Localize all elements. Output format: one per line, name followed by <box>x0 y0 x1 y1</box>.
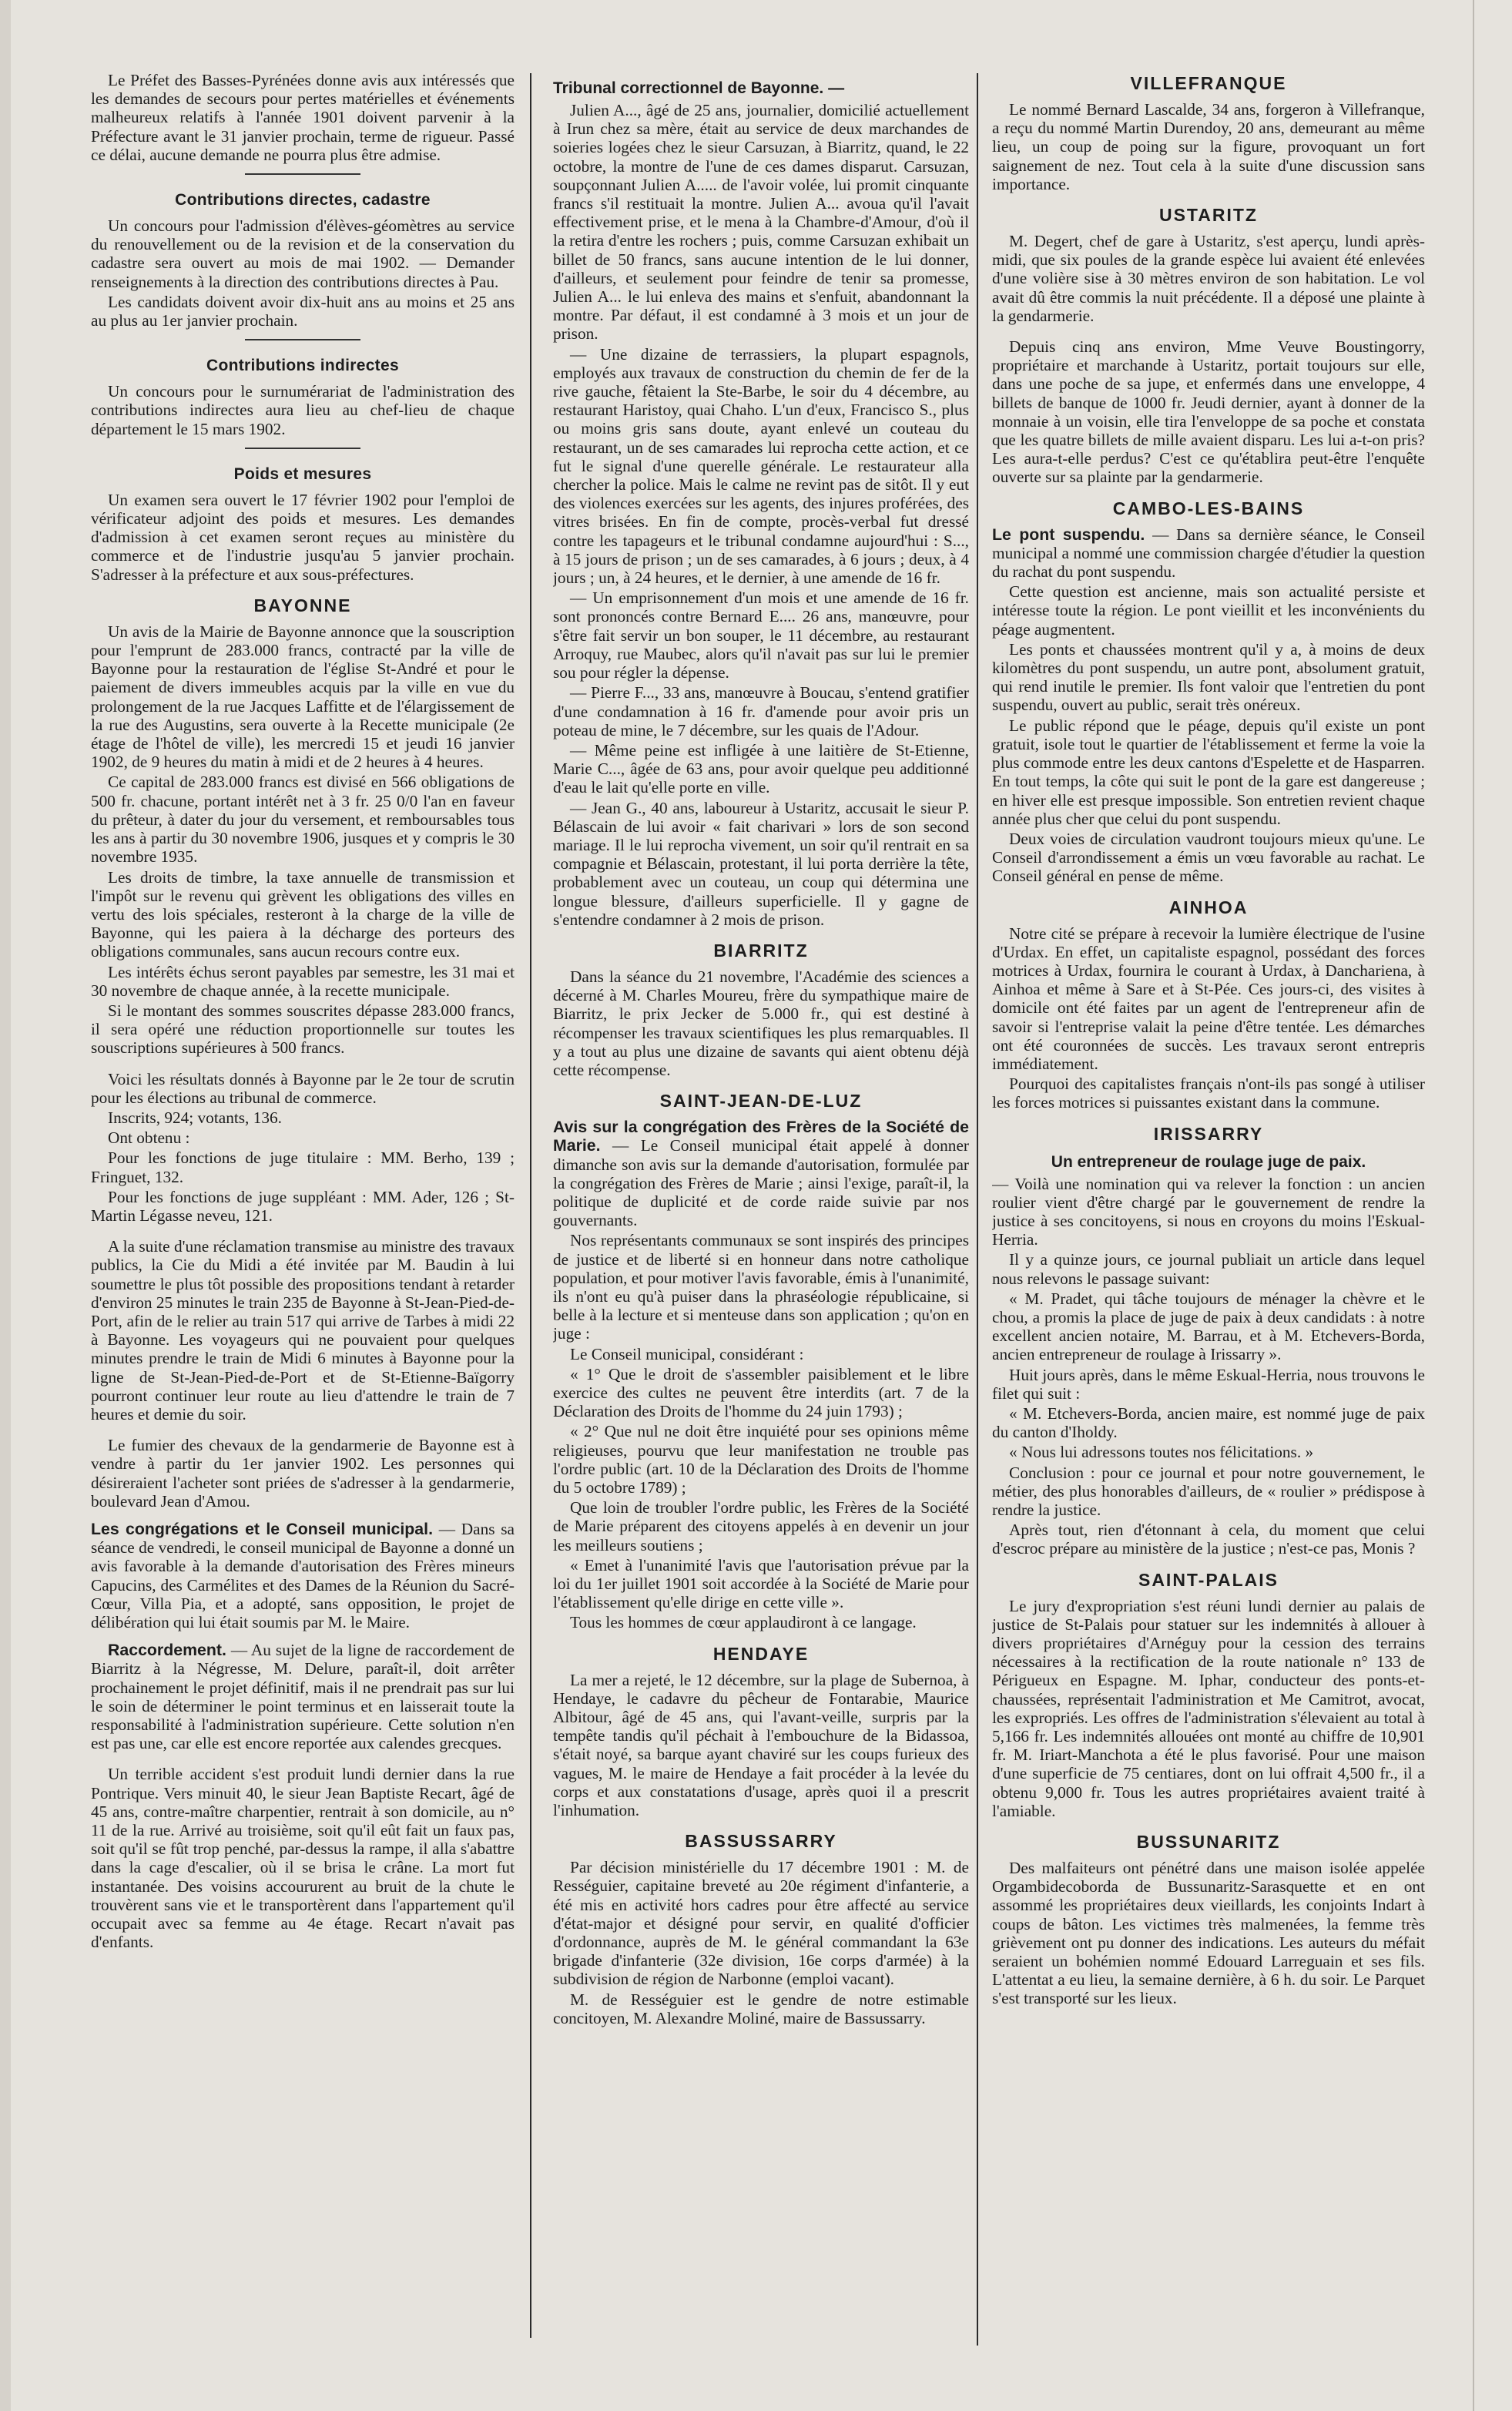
paragraph: Huit jours après, dans le même Eskual-Herria, nous trouvons le filet qui suit : <box>992 1365 1425 1403</box>
separator <box>245 339 360 340</box>
heading-entrepreneur: Un entrepreneur de roulage juge de paix. <box>1051 1152 1366 1171</box>
paragraph: A la suite d'une réclamation transmise au ministre des travaux publics, la Cie du Midi a été invitée par M. Baudin à lui soumettre le plus tôt possible des propositions tendant à retarder d'environ 25 minutes le train 235 de Bayonne à St-Jean-Pied-de-Port, afin de le relier au train 517 qui arrive de Tarbes à midi 22 à Bayonne. Les voyageurs qui ne pouvaient pour quelques minutes prendre le train de Midi 6 minutes à Bayonne pour la ligne de St-Jean-Pied-de-Port et de St-Etienne-Baïgorry pourront continuer leur route au lieu d'attendre le train de 7 heures et demie du soir. <box>91 1237 515 1423</box>
article-raccordement <box>91 1641 515 1752</box>
paragraph: Cette question est ancienne, mais son actualité persiste et intéresse toute la région. Le pont vieillit et les inconvénients du péage augmentent. <box>992 582 1425 639</box>
paragraph: — Pierre F..., 33 ans, manœuvre à Boucau, s'entend gratifier d'une condamnation à 16 fr. d'amende pour avoir pris un poteau de mine, le 7 décembre, sur les quais de l'Adour. <box>553 683 969 739</box>
paragraph: Les droits de timbre, la taxe annuelle de transmission et l'impôt sur le revenu qui grèvent les obligations des villes en vertu des lois spéciales, resteront à la charge de la ville de Bayonne, qui les paiera à la décharge des porteurs des obligations communales, sans aucun recours contre eux. <box>91 867 515 961</box>
heading-bayonne: BAYONNE <box>253 595 352 615</box>
heading-irissarry: IRISSARRY <box>1153 1123 1264 1144</box>
paragraph: Ce capital de 283.000 francs est divisé en 566 obligations de 500 fr. chacune, portant intérêt net à 3 fr. 25 0/0 l'an en faveur du prêteur, à dater du jour du versement, et remboursables tous les ans à partir du 30 novembre 1906, jusques et y compris le 30 novembre 1935. <box>91 773 515 867</box>
heading-cadastre: Contributions directes, cadastre <box>175 191 431 210</box>
paragraph: Un examen sera ouvert le 17 février 1902 pour l'emploi de vérificateur adjoint des poids et mesures. Les demandes d'admission à cet examen seront reçues au ministère du commerce et de l'industrie jusqu'au 5 janvier prochain. S'adresser à la préfecture et aux sous-préfectures. <box>91 490 515 584</box>
article-freres-marie <box>553 1118 969 1229</box>
heading-ustaritz: USTARITZ <box>1158 205 1258 226</box>
paragraph: — Un emprisonnement d'un mois et une amende de 16 fr. sont prononcés contre Bernard E.... 26 ans, manœuvre, pour s'être fait servir un bon souper, le 11 décembre, au restaurant Arroquy, rue Maubec, alors qu'il n'avait pas sur lui le premier sou pour régler la dépense. <box>553 588 969 682</box>
paragraph: Dans la séance du 21 novembre, l'Académie des sciences a décerné à M. Charles Moureu, frère du sympathique maire de Biarritz, le prix Jecker de 5.000 fr., qui est destiné à récompenser les travaux scientifiques les plus remarquables. Il y a tout au plus une dizaine de savants qui aient obtenu déjà cette récompense. <box>553 967 969 1079</box>
paragraph: M. de Rességuier est le gendre de notre estimable concitoyen, M. Alexandre Moliné, maire de Bassussarry. <box>553 1990 969 2027</box>
page-edge <box>0 0 11 2411</box>
paragraph: « Nous lui adressons toutes nos félicitations. » <box>1009 1443 1314 1462</box>
paragraph: « M. Pradet, qui tâche toujours de ménager la chèvre et le chou, a promis la place de juge de paix à deux candidats : à notre excellent ancien notaire, M. Barrau, et à M. Etchevers-Borda, ancien entrepreneur de roulage à Irissarry ». <box>992 1289 1425 1364</box>
paragraph: Un terrible accident s'est produit lundi dernier dans la rue Pontrique. Vers minuit 40, le sieur Jean Baptiste Recart, âgé de 45 ans, contre-maître charpentier, rentrait à son domicile, au n° 11 de la rue. Arrivé au troisième, soit qu'il eût fait un faux pas, soit qu'il se fût trop penché, par-dessus la rampe, il alla s'abattre dans la cage d'escalier, où il se brisa le crâne. La mort fut instantanée. Des voisins accoururent au bruit de la chute le trouvèrent sans vie et le transportèrent dans l'appartement qu'il occupait avec sa femme au 4e étage. Recart n'avait pas d'enfants. <box>91 1765 515 1952</box>
paragraph: Les intérêts échus seront payables par semestre, les 31 mai et 30 novembre de chaque année, à la recette municipale. <box>91 962 515 1000</box>
paragraph: Ont obtenu : <box>108 1128 190 1148</box>
paragraph: Un avis de la Mairie de Bayonne annonce que la souscription pour l'emprunt de 283.000 francs, contracté par la ville de Bayonne pour la restauration de l'église St-André et pour le paiement de divers immeubles acquis par la ville en vue du prolongement de la rue Jacques Laffitte et de l'élargissement de la rue des Augustins, sera ouverte à la Recette municipale (2e étage de l'hôtel de ville), les mercredi 15 et jeudi 16 janvier 1902, de 9 heures du matin à midi et de 2 heures à 4 heures. <box>91 622 515 772</box>
heading-tribunal: Tribunal correctionnel de Bayonne. — <box>553 79 845 97</box>
paragraph: Le fumier des chevaux de la gendarmerie de Bayonne est à vendre à partir du 1er janvier 1902. Les personnes qui désireraient l'acheter sont priées de s'adresser à la gendarmerie, boulevard Jean d'Amou. <box>91 1436 515 1511</box>
paragraph: Pourquoi des capitalistes français n'ont-ils pas songé à utiliser les forces motrices si puissantes existant dans la commune. <box>992 1075 1425 1112</box>
paragraph: Les ponts et chaussées montrent qu'il y a, à moins de deux kilomètres du pont suspendu, un autre pont, absolument gratuit, qui rend inutile le premier. Ils font valoir que l'entretien du pont suspendu, ouvert au public, serait très onéreux. <box>992 639 1425 715</box>
paragraph: Le jury d'expropriation s'est réuni lundi dernier au palais de justice de St-Palais pour statuer sur les indemnités à allouer à divers propriétaires d'Arnéguy pour la cession des terrains nécessaires à la rectification de la route nationale n° 133 de Périgueux en Espagne. M. Iphar, conducteur des ponts-et-chaussées, représentait l'administration et Me Camitrot, avocat, les expropriés. Les offres de l'administration s'élevaient au total à 5,166 fr. Les indemnités allouées ont monté au chiffre de 10,901 fr. M. Iriart-Manchota a été le plus favorisé. Pour une maison d'une superficie de 75 centiares, dont on lui offrait 4,500 fr., il a obtenu 9,000 fr. Tous les autres propriétaires avaient traité à l'amiable. <box>992 1596 1425 1820</box>
paragraph: Après tout, rien d'étonnant à cela, du moment que celui d'escroc prépare au ministère de la justice ; n'est-ce pas, Monis ? <box>992 1521 1425 1558</box>
heading-hendaye: HENDAYE <box>712 1643 810 1664</box>
paragraph: Il y a quinze jours, ce journal publiait un article dans lequel nous relevons le passage suivant: <box>992 1250 1425 1288</box>
separator <box>245 173 360 175</box>
paragraph: Tous les hommes de cœur applaudiront à ce langage. <box>570 1613 917 1632</box>
paragraph: Notre cité se prépare à recevoir la lumière électrique de l'usine d'Urdax. En effet, un capitaliste espagnol, possédant des forces motrices à Urdax, fournira le courant à Urdax, à Danchariena, à Ainhoa et même à Sare et à St-Pée. Ces jours-ci, des visites à domicile ont été faites par un agent de l'entrepreneur afin de savoir si l'entreprise valait la peine d'être tentée. Les démarches ont été couronnées de succès. Les travaux seront entrepris immédiatement. <box>992 924 1425 1073</box>
fold-line <box>1473 0 1474 2411</box>
article-congregations <box>91 1520 515 1631</box>
paragraph: Les candidats doivent avoir dix-huit ans au moins et 25 ans au plus au 1er janvier prochain. <box>91 292 515 330</box>
paragraph: Si le montant des sommes souscrites dépasse 283.000 francs, il sera opéré une réduction proportionnelle sur toutes les souscriptions supérieures à 500 francs. <box>91 1001 515 1058</box>
column-2 <box>553 71 969 2374</box>
paragraph: Que loin de troubler l'ordre public, les Frères de la Société de Marie préparent des citoyens appelés à en devenir un jour les meilleurs soutiens ; <box>553 1498 969 1554</box>
paragraph: Depuis cinq ans environ, Mme Veuve Boustingorry, propriétaire et marchande à Ustaritz, portait toujours sur elle, dans une poche de sa jupe, et enfermés dans une enveloppe, 4 billets de banque de 1000 fr. Jeudi dernier, ayant à donner de la monnaie à un voisin, elle tira l'enveloppe de sa poche et constata que les quatre billets de mille avaient disparu. Les lui a-t-on pris? Les aura-t-elle perdus? C'est ce qu'établira peut-être l'enquête ouverte sur sa plainte par la gendarmerie. <box>992 337 1425 487</box>
heading-saint-palais: SAINT-PALAIS <box>1138 1569 1279 1590</box>
paragraph: — Une dizaine de terrassiers, la plupart espagnols, employés aux travaux de construction du chemin de fer de la rive gauche, fêtaient la Ste-Barbe, le soir du 4 décembre, au restaurant Haristoy, quai Chaho. L'un d'eux, Francisco S., plus ou moins gris sans doute, ayant enlevé un couteau du restaurant, un de ses camarades lui reprocha cette action, et ce fut le signal d'une querelle générale. Le restaurateur alla chercher la police. Mais le calme ne revint pas de sitôt. Il y eut des violences exercées sur les agents, des injures proférées, des vitres brisées. En fin de compte, procès-verbal fut dressé contre les tapageurs et le tribunal condamne aujourd'hui : S..., à 15 jours de prison ; un de ses camarades, à 6 jours ; deux, à 4 jours ; un, à 24 heures, et le dernier, à une amende de 16 fr. <box>553 344 969 588</box>
lead-congregations: Les congrégations et le Conseil municipal. <box>91 1520 433 1538</box>
paragraph: La mer a rejeté, le 12 décembre, sur la plage de Subernoa, à Hendaye, le cadavre du pêcheur de Fontarabie, Maurice Albitour, âgé de 45 ans, qui l'avant-veille, surpris par la tempête tandis qu'il péchait à l'embouchure de la Bidassoa, s'était noyé, sa barque ayant chaviré sur les coups furieux des vagues, M. le maire de Hendaye a fait procéder à la levée du corps et aux constatations d'usage, après quoi il a prescrit l'inhumation. <box>553 1670 969 1820</box>
lead-pont: Le pont suspendu. <box>992 525 1145 544</box>
paragraph: Par décision ministérielle du 17 décembre 1901 : M. de Rességuier, capitaine breveté au 20e régiment d'infanterie, a été mis en activité hors cadres pour être affecté au service d'état-major et désigné pour servir, en qualité d'officier d'ordonnance, auprès de M. le général commandant la 63e brigade d'infanterie (32e division, 16e corps d'armée) à la subdivision de région de Narbonne (emploi vacant). <box>553 1858 969 1989</box>
paragraph: Pour les fonctions de juge suppléant : MM. Ader, 126 ; St-Martin Légasse neveu, 121. <box>91 1187 515 1225</box>
heading-cambo-les-bains: CAMBO-LES-BAINS <box>1112 498 1305 518</box>
paragraph-text: — Dans sa dernière séance, le Conseil municipal a nommé une commission chargée d'étudier la question du rachat du pont suspendu. <box>992 525 1425 582</box>
heading-bussunaritz: BUSSUNARITZ <box>1136 1832 1281 1853</box>
heading-saint-jean-de-luz: SAINT-JEAN-DE-LUZ <box>659 1091 863 1112</box>
paragraph: — Jean G., 40 ans, laboureur à Ustaritz, accusait le sieur P. Bélascain de lui avoir « fait charivari » lors de son second mariage. Il le lui reprocha vivement, un soir qu'il rentrait en sa compagnie et Bélascain, protestant, il lui porta derrière la tête, probablement avec un couteau, un coup qui détermina une longue blessure, d'ailleurs superficielle. Il y gagne de s'entendre condamner à 2 mois de prison. <box>553 798 969 929</box>
paragraph: « Emet à l'unanimité l'avis que l'autorisation prévue par la loi du 1er juillet 1901 soit accordée à la Société de Marie pour l'établissement qu'elle dirige en cette ville ». <box>553 1555 969 1612</box>
lead-avis: Avis sur la congrégation des Frères de la Société de Marie. <box>553 1118 969 1155</box>
paragraph: Le Conseil municipal, considérant : <box>570 1344 804 1363</box>
heading-ainhoa: AINHOA <box>1168 897 1249 917</box>
article-pont-suspendu <box>992 525 1425 582</box>
column-rule <box>530 73 531 2338</box>
paragraph: « 1° Que le droit de s'assembler paisiblement et le libre exercice des cultes ne peuvent être interdits (art. 7 de la Déclaration des Droits de l'homme du 24 juin 1793) ; <box>553 1364 969 1421</box>
paragraph: Le public répond que le péage, depuis qu'il existe un pont gratuit, isole tout le quartier de l'établissement et ferme la voie la plus commode entre les deux cantons d'Espelette et de Hasparren. En tout temps, la côte qui suit le pont de la gare est dangereuse ; en hiver elle est presque impossible. Son entretien revient chaque année plus cher que celui du pont suspendu. <box>992 716 1425 828</box>
heading-indirectes: Contributions indirectes <box>206 357 399 375</box>
paragraph-text: — Le Conseil municipal était appelé à donner dimanche son avis sur la demande d'autorisation, formulée par la congrégation des Frères de Marie ; ainsi l'exige, paraît-il, la politique de duplicité et de corde raide suivie par nos gouvernants. <box>553 1136 969 1230</box>
paragraph: Conclusion : pour ce journal et pour notre gouvernement, le métier, des plus honorables d'ailleurs, de « roulier » prédispose à rendre la justice. <box>992 1463 1425 1519</box>
paragraph: Des malfaiteurs ont pénétré dans une maison isolée appelée Orgambidecoborda de Bussunaritz-Sarasquette et en ont assommé les propriétaires deux vieillards, les conjoints Indart à coups de bâton. Les victimes très malmenées, la femme très grièvement ont pu donner des indications. Les auteurs du méfait seraient un bohémien nommé Edouard Larreguain et ses fils. L'attentat a eu lieu, la semaine dernière, à 6 h. du soir. Le Parquet s'est transporté sur les lieux. <box>992 1859 1425 2008</box>
heading-poids: Poids et mesures <box>233 464 372 483</box>
column-3 <box>992 71 1425 2374</box>
separator <box>245 448 360 449</box>
paragraph: Inscrits, 924; votants, 136. <box>108 1108 282 1127</box>
paragraph: Pour les fonctions de juge titulaire : MM. Berho, 139 ; Fringuet, 132. <box>91 1148 515 1186</box>
heading-villefranque: VILLEFRANQUE <box>1130 73 1287 93</box>
paragraph: Nos représentants communaux se sont inspirés des principes de justice et de liberté si en honneur dans notre catholique population, et pour motiver l'avis favorable, émis à l'unanimité, ils n'ont eu qu'à puiser dans la phraséologie républicaine, si belle à la lecture et si menteuse dans son application ; qu'on en juge : <box>553 1231 969 1343</box>
paragraph: Le nommé Bernard Lascalde, 34 ans, forgeron à Villefranque, a reçu du nommé Martin Durendoy, 20 ans, demeurant au même lieu, un coup de poing sur la figure, provoquant un fort saignement de nez. Tout cela à la suite d'une discussion sans importance. <box>992 100 1425 193</box>
article-prefet: Le Préfet des Basses-Pyrénées donne avis aux intéressés que les demandes de secours pour pertes matérielles et événements malheureux relatifs à l'année 1901 doivent parvenir à la Préfecture avant le 31 janvier prochain, terme de rigueur. Passé ce délai, aucune demande ne pourra plus être admise. <box>91 71 515 164</box>
paragraph-text: — Au sujet de la ligne de raccordement de Biarritz à la Négresse, M. Delure, paraît-il, doit arrêter prochainement le projet définitif, mais il ne prendrait pas sur lui le soin de déterminer le point terminus et en laisserait toute la responsabilité à l'administration supérieure. Cette solution n'en est pas une, car elle est encore reportée aux calendes grecques. <box>91 1641 515 1753</box>
paragraph: « 2° Que nul ne doit être inquiété pour ses opinions même religieuses, pourvu que leur manifestation ne trouble pas l'ordre public (art. 10 de la Déclaration des Droits de l'homme du 5 octobre 1789) ; <box>553 1422 969 1497</box>
column-rule <box>977 73 978 2346</box>
paragraph: Un concours pour le surnumérariat de l'administration des contributions indirectes aura lieu au chef-lieu de chaque département le 15 mars 1902. <box>91 382 515 438</box>
paragraph: « M. Etchevers-Borda, ancien maire, est nommé juge de paix du canton d'Iholdy. <box>992 1403 1425 1442</box>
paragraph: — Voilà une nomination qui va relever la fonction : un ancien roulier vient d'être chargé par le gouvernement de rendre la justice à ses concitoyens, si nous en croyons du moins l'Eskual-Herria. <box>992 1174 1425 1249</box>
paragraph: Julien A..., âgé de 25 ans, journalier, domicilié actuellement à Irun chez sa mère, était au service de deux marchandes de soieries logées chez le sieur Carsuzan, à Biarritz, quand, le 22 octobre, la montre de l'une de ces dames disparut. Carsuzan, soupçonnant Julien A..... de l'avoir volée, lui promit cinquante francs s'il restituait la montre. Julien A... avoua qu'il l'avait effectivement prise, et le mena à la Chambre-d'Amour, d'où il la retira d'entre les rochers ; puis, comme Carsuzan exhibait un billet de 50 francs, sans aucune intention de le lui donner, d'ailleurs, et seulement pour feindre de tenir sa promesse, Julien A... le lui enleva des mains et s'enfuit, abandonnant la montre. Par défaut, il est condamné à 3 mois et un jour de prison. <box>553 101 969 344</box>
paragraph: Deux voies de circulation vaudront toujours mieux qu'une. Le Conseil d'arrondissement a émis un vœu favorable au rachat. Le Conseil général en pense de même. <box>992 829 1425 886</box>
paragraph: — Même peine est infligée à une laitière de St-Etienne, Marie C..., âgée de 63 ans, pour avoir quelque peu additionné d'eau le lait qu'elle porte en ville. <box>553 740 969 797</box>
heading-bassussarry: BASSUSSARRY <box>685 1831 837 1852</box>
heading-biarritz: BIARRITZ <box>713 940 809 961</box>
paragraph: Voici les résultats donnés à Bayonne par le 2e tour de scrutin pour les élections au tribunal de commerce. <box>91 1069 515 1107</box>
lead-raccordement: Raccordement. <box>108 1641 226 1660</box>
column-1 <box>91 71 515 2362</box>
paragraph-text: — Dans sa séance de vendredi, le conseil municipal de Bayonne a donné un avis favorable à la demande d'autorisation des Frères mineurs Capucins, des Carmélites et des Dames de la Réunion du Sacré-Cœur, Villa Pia, et a adopté, sans opposition, le projet de délibération qui lui était soumis par M. le Maire. <box>91 1520 515 1632</box>
paragraph: M. Degert, chef de gare à Ustaritz, s'est aperçu, lundi après-midi, que six poules de la grande espèce lui avaient été enlevées d'une volière sise à 30 mètres environ de son habitation. Le vol avait dû être commis la nuit précédente. Il a déposé une plainte à la gendarmerie. <box>992 232 1425 325</box>
paragraph: Un concours pour l'admission d'élèves-géomètres au service du renouvellement ou de la revision et de la conservation du cadastre sera ouvert au mois de mai 1902. — Demander renseignements à la direction des contributions directes à Pau. <box>91 216 515 291</box>
